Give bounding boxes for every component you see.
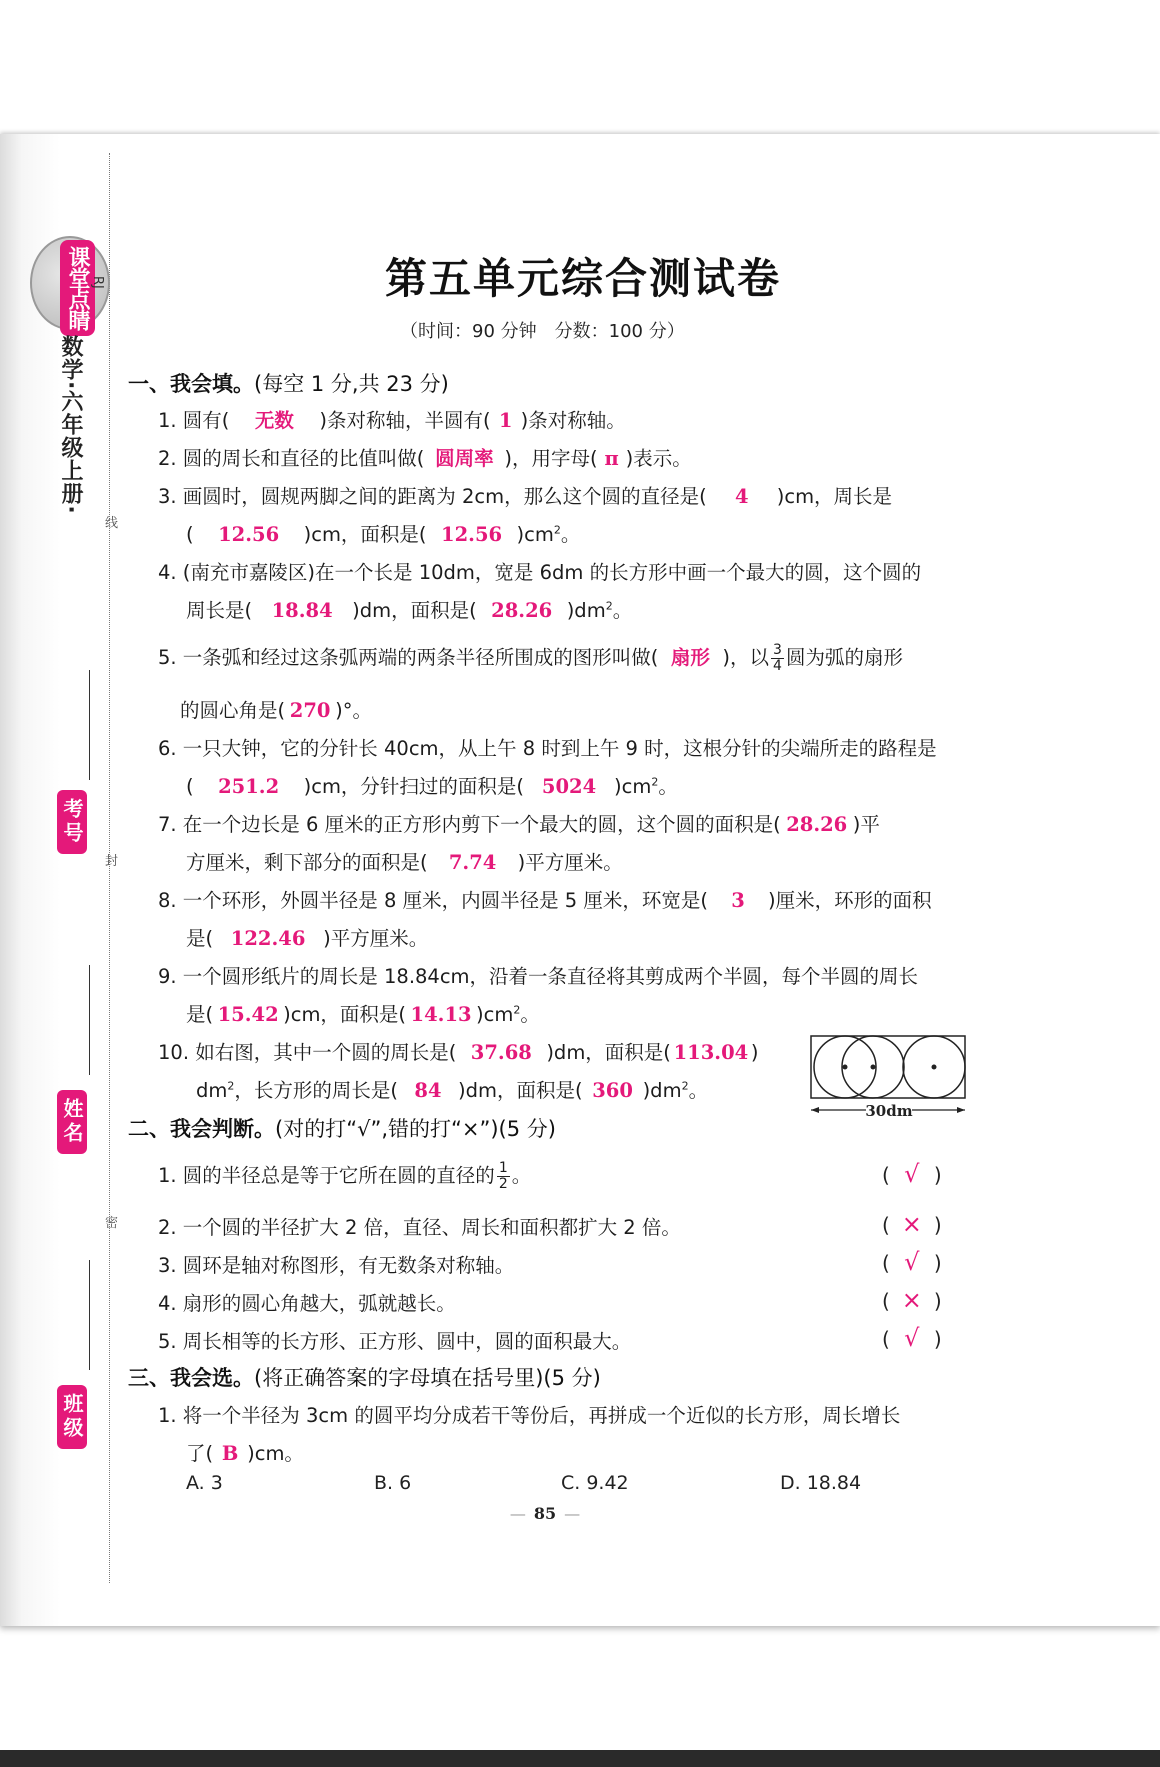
fill-q2: 2. 圆的周长和直径的比值叫做( 圆周率 )，用字母( π )表示。 <box>158 443 692 471</box>
fill-q7-line2: 方厘米，剩下部分的面积是( 7.74 )平方厘米。 <box>186 851 623 874</box>
answer: 3 <box>731 889 745 912</box>
judge-answer-5: ( √ ) <box>882 1324 942 1352</box>
page-title: 第五单元综合测试卷 <box>384 254 781 303</box>
seal-word-secret: 密 <box>105 1216 119 1231</box>
bottom-bar <box>0 1750 1160 1767</box>
class-underline <box>89 1260 90 1370</box>
answer: 圆周率 <box>435 447 494 470</box>
answer: 扇形 <box>670 646 710 669</box>
page-number: — 85 — <box>509 1504 581 1523</box>
section-note: (每空 1 分,共 23 分) <box>254 372 449 396</box>
answer: 84 <box>414 1079 442 1102</box>
option-b: B. 6 <box>374 1472 412 1494</box>
fill-q3-line2: ( 12.56 )cm，面积是( 12.56 )$cm^2$。 <box>186 523 581 546</box>
choice-q1-line1: 1. 将一个半径为 3cm 的圆平均分成若干等份后，再拼成一个近似的长方形，周长增长 <box>158 1404 901 1427</box>
fill-q5-line2: 的圆心角是( 270 )°。 <box>180 699 372 722</box>
series-label: 数学·六年级上册· <box>58 335 83 515</box>
judge-q2: 2. 一个圆的半径扩大 2 倍，直径、周长和面积都扩大 2 倍。 <box>158 1216 681 1239</box>
seal-word-seal: 封 <box>105 854 119 869</box>
judge-answer-1: ( √ ) <box>882 1160 942 1188</box>
fill-q3-line1: 3. 画圆时，圆规两脚之间的距离为 2cm，那么这个圆的直径是( 4 )cm，周长是 <box>158 485 893 508</box>
fill-q4-line2: 周长是( 18.84 )dm，面积是( 28.26 )$dm^2$。 <box>186 599 633 622</box>
answer: 37.68 <box>470 1041 532 1064</box>
fill-q10-line1: 10. 如右图，其中一个圆的周长是( 37.68 )dm，面积是( 113.04 ) <box>158 1041 759 1064</box>
answer: 113.04 <box>673 1041 749 1064</box>
option-c: C. 9.42 <box>561 1472 629 1494</box>
answer: 28.26 <box>786 813 848 836</box>
option-d: D. 18.84 <box>780 1472 862 1494</box>
answer: 18.84 <box>271 599 333 622</box>
section-heading-judge <box>128 1113 556 1143</box>
answer: π <box>604 447 619 470</box>
answer: 1 <box>498 409 513 432</box>
fill-q9-line2: 是( 15.42 )cm，面积是( 14.13 )$cm^2$。 <box>186 1003 540 1026</box>
fill-q6-line2: ( 251.2 )cm，分针扫过的面积是( 5024 )$cm^2$。 <box>186 775 678 798</box>
section-heading: 二、我会判断。 <box>128 1117 275 1141</box>
choice-q1-line2: 了( B )cm。 <box>186 1442 304 1465</box>
fill-q1: 1. 圆有( 无数 )条对称轴，半圆有( 1 )条对称轴。 <box>158 405 626 433</box>
answer: 122.46 <box>230 927 306 950</box>
judge-answer-4: ( × ) <box>882 1286 942 1314</box>
fill-q5-line1: 5. 一条弧和经过这条弧两端的两条半径所围成的图形叫做( 扇形 )，以 $\frac{3}{4}$ 圆为弧的扇形 <box>158 642 903 674</box>
section-heading-fill <box>128 368 449 398</box>
answer: 无数 <box>254 409 294 432</box>
judge-q3: 3. 圆环是轴对称图形，有无数条对称轴。 <box>158 1254 515 1277</box>
fill-q4-line1: 4. (南充市嘉陵区)在一个长是 10dm，宽是 6dm 的长方形中画一个最大的圆，这个圆的 <box>158 561 922 584</box>
section-heading: 三、我会选。 <box>128 1366 254 1390</box>
id-tag: 考号 <box>57 790 87 854</box>
section-note: (将正确答案的字母填在括号里)(5 分) <box>254 1366 601 1390</box>
answer: 251.2 <box>218 775 280 798</box>
fill-q9-line1: 9. 一个圆形纸片的周长是 18.84cm，沿着一条直径将其剪成两个半圆，每个半圆的周长 <box>158 965 919 988</box>
answer: 360 <box>592 1079 633 1102</box>
name-tag: 姓名 <box>57 1090 87 1154</box>
option-a: A. 3 <box>186 1472 223 1494</box>
judge-q1: 1. 圆的半径总是等于它所在圆的直径的 $\frac{1}{2}$ 。 <box>158 1160 532 1192</box>
answer: 12.56 <box>441 523 503 546</box>
answer: 270 <box>289 699 331 722</box>
section-heading: 一、我会填。 <box>128 372 254 396</box>
fraction: $\frac{3}{4}$ <box>773 642 782 674</box>
fill-q6-line1: 6. 一只大钟，它的分针长 40cm，从上午 8 时到上午 9 时，这根分针的尖端所走的路程是 <box>158 737 937 760</box>
judge-q4: 4. 扇形的圆心角越大，弧就越长。 <box>158 1292 456 1315</box>
answer: B <box>221 1442 239 1465</box>
answer: 14.13 <box>410 1003 472 1026</box>
fill-q7-line1: 7. 在一个边长是 6 厘米的正方形内剪下一个最大的圆，这个圆的面积是( 28.26 )平 <box>158 813 880 836</box>
answer: 7.74 <box>448 851 497 874</box>
edition-label: RJ <box>90 276 105 289</box>
judge-answer-2: ( × ) <box>882 1210 942 1238</box>
figure-width-label: 30dm <box>865 1102 913 1120</box>
seal-word-line: 线 <box>105 516 119 531</box>
exam-subtitle: （时间：90 分钟 分数：100 分） <box>400 321 685 342</box>
fill-q10-line2: $dm^2$，长方形的周长是( 84 )dm，面积是( 360 )$dm^2$。 <box>196 1079 709 1102</box>
answer: 5024 <box>541 775 597 798</box>
fill-q8-line1: 8. 一个环形，外圆半径是 8 厘米，内圆半径是 5 厘米，环宽是( 3 )厘米，环形的面积 <box>158 889 932 912</box>
section-heading-choice <box>128 1362 601 1392</box>
section-note: (对的打“√”,错的打“×”)(5 分) <box>275 1117 556 1141</box>
class-tag: 班级 <box>57 1385 87 1449</box>
judge-q5: 5. 周长相等的长方形、正方形、圆中，圆的面积最大。 <box>158 1330 632 1353</box>
logo-text: 课堂点睛 <box>60 240 95 336</box>
top-margin <box>0 0 1160 134</box>
answer: 12.56 <box>218 523 280 546</box>
fill-q8-line2: 是( 122.46 )平方厘米。 <box>186 927 429 950</box>
answer: 15.42 <box>217 1003 279 1026</box>
answer: 4 <box>734 485 749 508</box>
id-underline <box>89 670 90 780</box>
circles-in-rectangle-figure <box>808 1032 970 1122</box>
fraction: $\frac{1}{2}$ <box>498 1160 508 1192</box>
answer: 28.26 <box>491 599 553 622</box>
name-underline <box>89 965 90 1075</box>
judge-answer-3: ( √ ) <box>882 1248 942 1276</box>
